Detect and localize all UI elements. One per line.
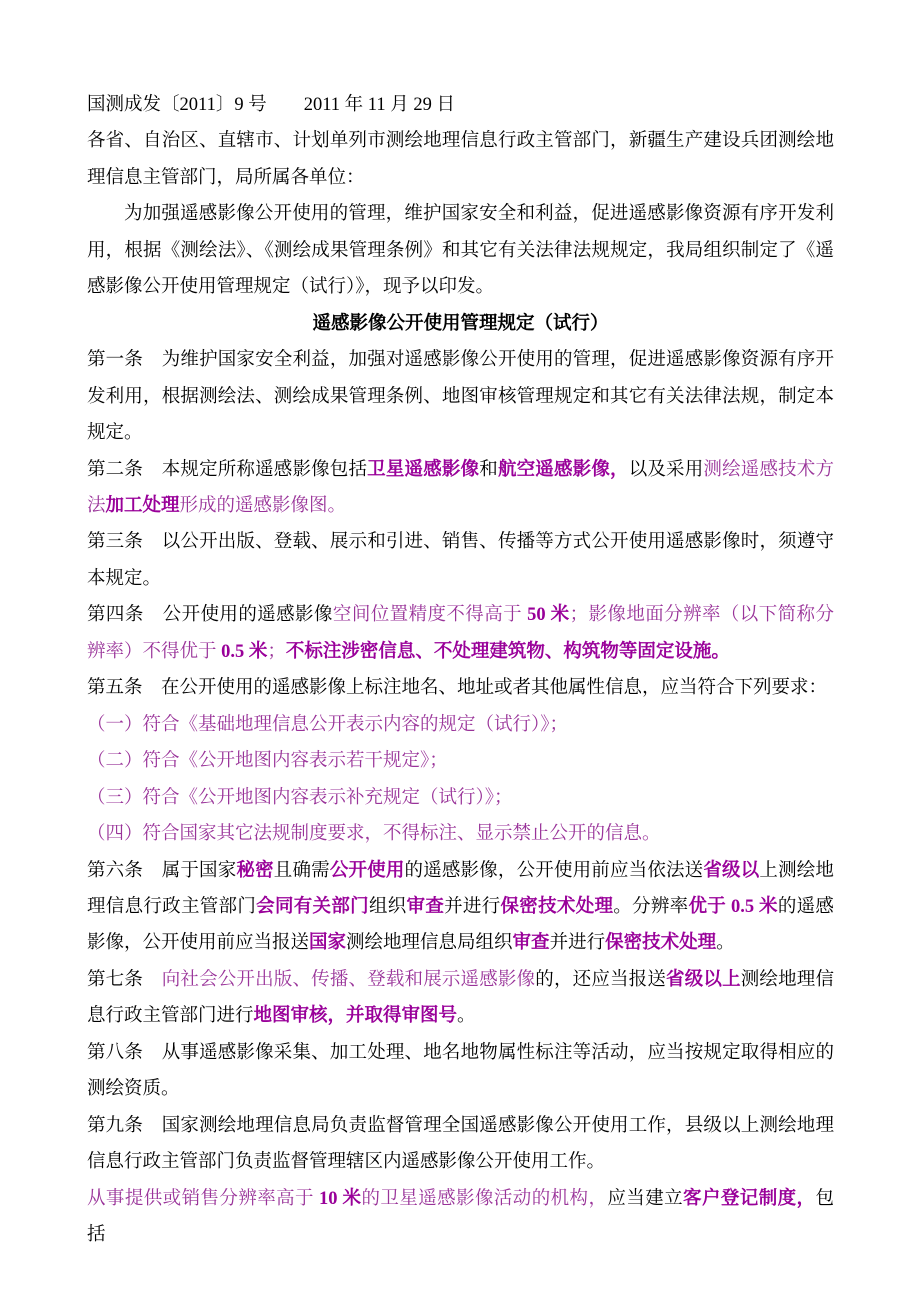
text-run: 0.5 米 [221, 641, 268, 662]
text-run: 秘密 [236, 860, 274, 881]
text-run: 保密技术处理 [500, 896, 614, 917]
doc-number-line [87, 87, 834, 123]
text-run: 国测成发〔2011〕9 号 2011 年 11 月 29 日 [87, 95, 455, 115]
text-run: 保密技术处理 [605, 933, 717, 954]
text-run: 航空遥感影像， [497, 459, 629, 480]
text-run: 形成的遥感影像图。 [179, 495, 347, 516]
document-body [87, 87, 834, 1254]
text-run: 不标注涉密信息、不处理建筑物、构筑物等固定设施。 [285, 641, 730, 662]
text-run: 第六条 属于国家 [87, 860, 237, 881]
text-run: 国家 [309, 933, 347, 954]
text-run: 包括 [87, 1188, 834, 1246]
article-8 [87, 1035, 834, 1108]
text-run: 各省、自治区、直辖市、计划单列市测绘地理信息行政主管部门，新疆生产建设兵团测绘地理信息主管部门，局所属各单位： [87, 131, 834, 188]
text-run: 。分辨率 [613, 896, 689, 917]
text-run: 的遥感影像，公开使用前应当依法送 [404, 860, 704, 881]
text-run: 空间位置精度不得高于 [332, 605, 528, 626]
text-run: 测绘遥感技术方法 [87, 459, 834, 516]
article-5 [87, 670, 834, 706]
text-run: 遥感影像公开使用管理规定（试行） [312, 313, 609, 334]
text-run: 第九条 国家测绘地理信息局负责监督管理全国遥感影像公开使用工作，县级以上测绘地理信息行政主管部门负责监督管理辖区内遥感影像公开使用工作。 [87, 1115, 834, 1173]
text-run: 。 [457, 1006, 476, 1027]
article-5-item-4 [87, 816, 834, 852]
text-run: 第二条 本规定所称遥感影像包括 [87, 459, 368, 480]
text-run: 并进行 [549, 933, 606, 954]
text-run: 第一条 为维护国家安全利益，加强对遥感影像公开使用的管理，促进遥感影像资源有序开发利用，根据测绘法、测绘成果管理条例、地图审核管理规定和其它有关法律法规，制定本规定。 [87, 350, 834, 444]
text-run: 省级以上 [666, 969, 741, 990]
text-run: 应当建立 [607, 1188, 684, 1209]
text-run: 组织 [368, 896, 407, 917]
text-run: 从事提供或销售分辨率高于 [87, 1188, 320, 1209]
text-run: 省级以 [703, 860, 760, 881]
doc-title [87, 306, 834, 342]
text-run: 加工处理 [105, 495, 180, 516]
text-run: 审查 [406, 896, 445, 917]
article-5-item-2 [87, 743, 834, 779]
article-3 [87, 524, 834, 597]
text-run: 第四条 公开使用的遥感影像 [87, 605, 333, 626]
text-run: 且确需 [273, 860, 330, 881]
article-7 [87, 962, 834, 1035]
text-run: （二）符合《公开地图内容表示若干规定》； [87, 751, 448, 772]
text-run: 地图审核，并取得审图号 [253, 1006, 458, 1027]
text-run: 并进行 [444, 896, 501, 917]
text-run: 的卫星遥感影像活动的机构， [361, 1188, 608, 1209]
text-run: 客户登记制度， [683, 1188, 816, 1209]
text-run: 50 米 [527, 605, 570, 626]
text-run: ； [267, 641, 286, 662]
intro-paragraph [87, 196, 834, 305]
addressee-line [87, 123, 834, 196]
text-run: 为加强遥感影像公开使用的管理，维护国家安全和利益，促进遥感影像资源有序开发利用，根据《测绘法》、《测绘成果管理条例》和其它有关法律法规规定，我局组织制定了《遥感影像公开使用管理规定（试行）》，现予以印发。 [87, 204, 834, 298]
text-run: 会同有关部门 [256, 896, 369, 917]
article-5-item-1 [87, 707, 834, 743]
text-run: （四）符合国家其它法规制度要求，不得标注、显示禁止公开的信息。 [87, 824, 661, 845]
article-1 [87, 342, 834, 451]
article-9 [87, 1108, 834, 1181]
text-run: ； [569, 605, 589, 626]
text-run: 审查 [512, 933, 550, 954]
text-run: 公开使用 [329, 860, 405, 881]
text-run: 和 [479, 459, 498, 480]
text-run: 测绘地理信息行政主管部门进行 [87, 969, 834, 1027]
text-run: （一）符合《基础地理信息公开表示内容的规定（试行）》； [87, 714, 569, 735]
article-2 [87, 452, 834, 525]
text-run: 第七条 [87, 969, 162, 990]
text-run: 的遥感影像，公开使用前应当报送 [87, 896, 834, 954]
text-run: 的，还应当报送 [535, 969, 667, 990]
text-run: 。 [716, 933, 735, 954]
text-run: （三）符合《公开地图内容表示补充规定（试行）》； [87, 787, 513, 808]
registration-paragraph [87, 1181, 834, 1254]
text-run: 影像地面分辨率（以下简称分辨率）不得优于 [87, 605, 834, 662]
text-run: 卫星遥感影像 [367, 459, 480, 480]
text-run: 第八条 从事遥感影像采集、加工处理、地名地物属性标注等活动，应当按规定取得相应的测绘资质。 [87, 1042, 834, 1100]
text-run: 向社会公开出版、传播、登载和展示遥感影像 [161, 969, 536, 990]
text-run: 10 米 [319, 1188, 362, 1209]
article-5-item-3 [87, 780, 834, 816]
text-run: 第三条 以公开出版、登载、展示和引进、销售、传播等方式公开使用遥感影像时，须遵守本规定。 [87, 532, 834, 589]
article-4 [87, 597, 834, 670]
text-run: 以及采用 [628, 459, 704, 480]
text-run: 测绘地理信息局组织 [346, 933, 513, 954]
text-run: 第五条 在公开使用的遥感影像上标注地名、地址或者其他属性信息，应当符合下列要求： [87, 678, 828, 699]
text-run: 上测绘地理信息行政主管部门 [87, 860, 834, 917]
text-run: 优于 0.5 米 [688, 896, 778, 917]
article-6 [87, 853, 834, 962]
